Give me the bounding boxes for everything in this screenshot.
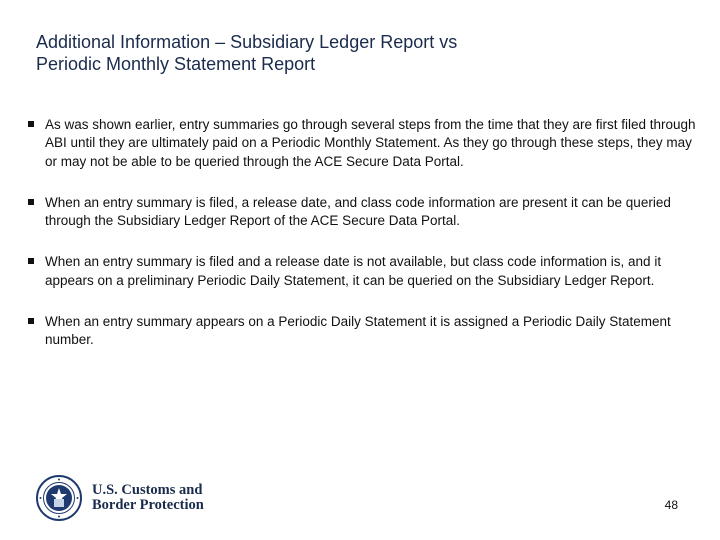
bullet-item [28, 194, 698, 231]
slide-title-line-1: Additional Information – Subsidiary Ledger Report vs [36, 32, 458, 52]
dhs-seal-icon [36, 475, 82, 521]
bullet-text: When an entry summary appears on a Periodic Daily Statement it is assigned a Periodic Daily Statement number. [45, 314, 671, 348]
agency-name-line-1: U.S. Customs and [92, 482, 203, 498]
square-bullet-icon [28, 318, 34, 324]
bullet-text: As was shown earlier, entry summaries go through several steps from the time that they are first filed through ABI until they are ultimately paid on a Periodic Monthly Statement. As they go through these steps, they may or may not be able to be queried through the ACE Secure Data Portal. [45, 117, 696, 169]
page-number: 48 [664, 498, 678, 512]
square-bullet-icon [28, 121, 34, 127]
bullet-text: When an entry summary is filed and a release date is not available, but class code information is, and it appears on a preliminary Periodic Daily Statement, it can be queried on the Subsidiary Ledger Report. [45, 254, 662, 288]
slide-title [36, 32, 636, 75]
bullet-item [28, 313, 698, 350]
bullet-text: When an entry summary is filed, a release date, and class code information are present it can be queried through the Subsidiary Ledger Report of the ACE Secure Data Portal. [45, 194, 671, 229]
square-bullet-icon [28, 258, 34, 264]
agency-wordmark [92, 483, 204, 513]
bullet-list [28, 116, 698, 373]
square-bullet-icon [28, 199, 34, 205]
bullet-item [28, 253, 698, 290]
slide-title-line-2: Periodic Monthly Statement Report [36, 53, 316, 74]
agency-footer [36, 474, 204, 522]
bullet-item [28, 116, 698, 171]
agency-name-line-2: Border Protection [92, 497, 204, 513]
